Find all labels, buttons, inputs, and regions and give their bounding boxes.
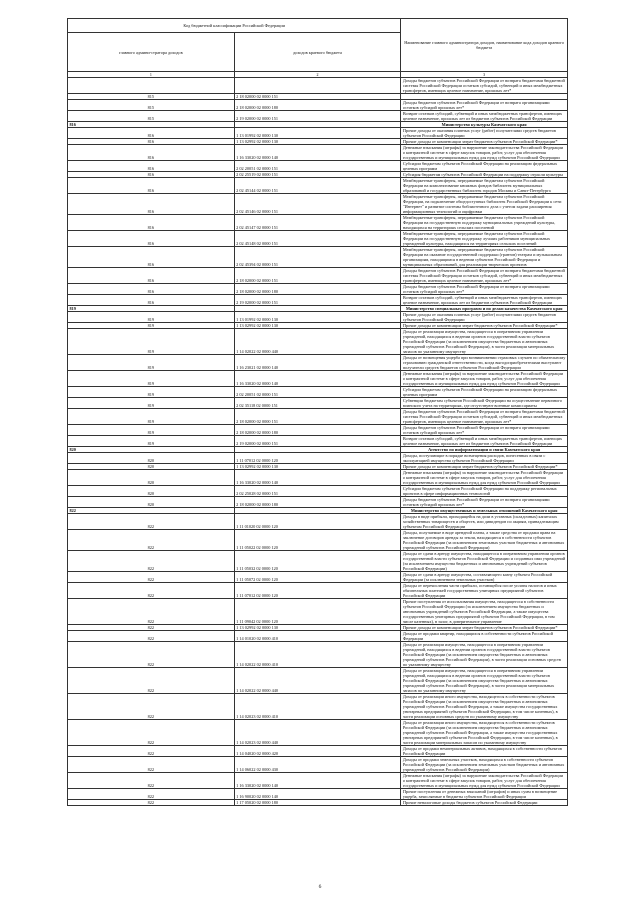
- admin-code-cell: 816: [68, 145, 235, 161]
- description-cell: Доходы бюджетов субъектов Российской Федерации от возврата бюджетами бюджетной системы Российской Федерации остатков субсидий, субвенций и иных межбюджетных трансфертов, имеющих целевое назначение, прошлых лет*: [401, 78, 568, 94]
- table-row: [68, 668, 568, 694]
- admin-code-cell: 820: [68, 453, 235, 464]
- description-cell: Министерство специальных программ и по делам казачества Камчатского края: [401, 306, 568, 312]
- admin-code-cell: 822: [68, 599, 235, 625]
- revenue-code-cell: 1 16 90020 02 0000 140: [234, 789, 401, 800]
- revenue-code-cell: 1 14 04020 02 0000 420: [234, 746, 401, 757]
- table-row: [68, 773, 568, 789]
- revenue-code-cell: 1 11 07012 02 0000 120: [234, 453, 401, 464]
- description-cell: Доходы, получаемые в виде арендной платы, а также средства от продажи права на заключение договоров аренды за земли, находящиеся в собственности субъектов Российской Федерации (за исключением земельных участков бюджетных и автономных учреждений субъектов Российской Федерации): [401, 530, 568, 551]
- revenue-code-cell: 1 16 23021 02 0000 140: [234, 355, 401, 371]
- admin-code-cell: 822: [68, 642, 235, 668]
- admin-code-cell: 816: [68, 139, 235, 145]
- description-cell: Прочие доходы от компенсации затрат бюджетов субъектов Российской Федерации*: [401, 464, 568, 470]
- admin-code-cell: 819: [68, 387, 235, 398]
- header-col3-title: Наименование главного администратора доходов, наименование кода доходов краевого бюджета: [401, 19, 568, 72]
- description-cell: Доходы от продажи земельных участков, находящихся в собственности субъектов Российской Федерации (за исключением земельных участков бюджетных и автономных учреждений субъектов Российской Федерации): [401, 757, 568, 773]
- revenue-code-cell: 2 19 02000 02 0000 151: [234, 295, 401, 306]
- admin-code-cell: 822: [68, 508, 235, 514]
- description-cell: Денежные взыскания (штрафы) за нарушение законодательства Российской Федерации о контрактной системе в сфере закупок товаров, работ, услуг для обеспечения государственных и муниципальных нужд для нужд субъектов Российской Федерации: [401, 371, 568, 387]
- revenue-code-cell: 2 18 02000 02 0000 151: [234, 94, 401, 100]
- table-row: [68, 398, 568, 409]
- admin-code-cell: 822: [68, 572, 235, 583]
- table-row: [68, 295, 568, 306]
- document-page: [67, 18, 568, 806]
- revenue-code-cell: 1 16 33020 02 0000 140: [234, 773, 401, 789]
- admin-code-cell: 819: [68, 436, 235, 447]
- table-row: [68, 329, 568, 355]
- admin-code-cell: [68, 78, 235, 94]
- revenue-codes-table: [67, 18, 568, 806]
- description-cell: Денежные взыскания (штрафы) за нарушение законодательства Российской Федерации о контрактной системе в сфере закупок товаров, работ, услуг для обеспечения государственных и муниципальных нужд для нужд субъектов Российской Федерации: [401, 773, 568, 789]
- table-row: [68, 436, 568, 447]
- revenue-code-cell: 1 17 05020 02 0000 180: [234, 800, 401, 806]
- table-row: [68, 387, 568, 398]
- table-row: [68, 800, 568, 806]
- column-index-2: 2: [234, 72, 401, 78]
- revenue-code-cell: 2 19 02000 02 0000 151: [234, 436, 401, 447]
- admin-code-cell: 816: [68, 161, 235, 172]
- description-cell: Прочие поступления от использования имущества, находящегося в собственности субъектов Российской Федерации (за исключением имущества бюджетных и автономных учреждений субъектов Российской Федерации, а также имущества государственных унитарных предприятий субъектов Российской Федерации, в том числе казенных), в залог, в доверительное управление: [401, 599, 568, 625]
- revenue-code-cell: 1 13 01992 02 0000 130: [234, 128, 401, 139]
- admin-code-cell: 816: [68, 178, 235, 194]
- revenue-code-cell: 2 19 02000 02 0000 151: [234, 111, 401, 122]
- table-row: [68, 583, 568, 599]
- description-cell: Прочие поступления от денежных взысканий (штрафов) и иных сумм в возмещение ущерба, зачисляемые в бюджеты субъектов Российской Федерации: [401, 789, 568, 800]
- table-row: [68, 111, 568, 122]
- table-row: [68, 215, 568, 231]
- revenue-code-cell: 1 16 33020 02 0000 140: [234, 371, 401, 387]
- admin-code-cell: 816: [68, 122, 235, 128]
- table-row: [68, 486, 568, 497]
- column-index-1: 1: [68, 72, 235, 78]
- table-row: [68, 409, 568, 425]
- revenue-code-cell: 1 13 02992 02 0000 130: [234, 464, 401, 470]
- revenue-code-cell: 1 11 01020 02 0000 120: [234, 514, 401, 530]
- description-cell: Министерство культуры Камчатского края: [401, 122, 568, 128]
- description-cell: Доходы бюджетов субъектов Российской Федерации от возврата бюджетами бюджетной системы Российской Федерации остатков субсидий, субвенций и иных межбюджетных трансфертов, имеющих целевое назначение, прошлых лет*: [401, 409, 568, 425]
- revenue-code-cell: 1 11 05072 02 0000 120: [234, 572, 401, 583]
- header-col2-title: доходов краевого бюджета: [234, 33, 401, 72]
- description-cell: Доходы от сдачи в аренду имущества, находящегося в оперативном управлении органов государственной власти субъектов Российской Федерации и созданных ими учреждений (за исключением имущества бюджетных и автономных учреждений субъектов Российской Федерации): [401, 551, 568, 572]
- description-cell: Межбюджетные трансферты, передаваемые бюджетам субъектов Российской Федерации на комплектование книжных фондов библиотек муниципальных образований и государственных библиотек городов Москвы и Санкт-Петербурга: [401, 178, 568, 194]
- table-row: [68, 757, 568, 773]
- admin-code-cell: 820: [68, 486, 235, 497]
- description-cell: Прочие доходы от компенсации затрат бюджетов субъектов Российской Федерации*: [401, 139, 568, 145]
- admin-code-cell: 819: [68, 355, 235, 371]
- description-cell: Субсидии бюджетам субъектов Российской Федерации на реализацию федеральных целевых программ: [401, 161, 568, 172]
- revenue-code-cell: 2 02 25519 02 0000 151: [234, 172, 401, 178]
- description-cell: Доходы от реализации имущества, находящегося в оперативном управлении учреждений, находящихся в ведении органов государственной власти субъектов Российской Федерации (за исключением имущества бюджетных и автономных учреждений субъектов Российской Федерации), в части реализации основных средств по указанному имуществу: [401, 642, 568, 668]
- table-row: [68, 231, 568, 247]
- admin-code-cell: 822: [68, 789, 235, 800]
- table-row: [68, 551, 568, 572]
- page-number: 6: [318, 884, 322, 890]
- admin-code-cell: 822: [68, 800, 235, 806]
- admin-code-cell: 820: [68, 470, 235, 486]
- revenue-code-cell: 2 18 02000 02 0000 180: [234, 100, 401, 111]
- table-row: [68, 514, 568, 530]
- revenue-code-cell: 2 18 02000 02 0000 180: [234, 497, 401, 508]
- header-col1-title: главного админи-стратора доходов: [68, 33, 235, 72]
- revenue-code-cell: 2 02 45148 02 0000 151: [234, 231, 401, 247]
- description-cell: Межбюджетные трансферты, передаваемые бюджетам субъектов Российской Федерации, на подключение общедоступных библиотек Российской Федерации к сети "Интернет" и развитие системы библиотечного дела с учетом задачи расширения информационных технологий и оцифровки: [401, 194, 568, 215]
- table-row: [68, 371, 568, 387]
- revenue-code-cell: 1 13 01992 02 0000 130: [234, 312, 401, 323]
- description-cell: Доходы от сдачи в аренду имущества, составляющего казну субъекта Российской Федерации (за исключением земельных участков): [401, 572, 568, 583]
- description-cell: Прочие неналоговые доходы бюджетов субъектов Российской Федерации: [401, 800, 568, 806]
- admin-code-cell: 816: [68, 268, 235, 284]
- revenue-code-cell: 1 11 05022 02 0000 120: [234, 530, 401, 551]
- admin-code-cell: 822: [68, 694, 235, 720]
- admin-code-cell: 822: [68, 631, 235, 642]
- table-row: [68, 694, 568, 720]
- table-row: [68, 642, 568, 668]
- description-cell: Денежные взыскания (штрафы) за нарушение законодательства Российской Федерации о контрактной системе в сфере закупок товаров, работ, услуг для обеспечения государственных и муниципальных нужд для нужд субъектов Российской Федерации: [401, 470, 568, 486]
- admin-code-cell: 816: [68, 172, 235, 178]
- table-row: [68, 178, 568, 194]
- revenue-code-cell: 2 02 45147 02 0000 151: [234, 215, 401, 231]
- revenue-code-cell: 1 14 02023 02 0000 440: [234, 720, 401, 746]
- admin-code-cell: 816: [68, 295, 235, 306]
- revenue-code-cell: 2 18 02000 02 0000 180: [234, 425, 401, 436]
- admin-code-cell: 815: [68, 94, 235, 100]
- admin-code-cell: 819: [68, 371, 235, 387]
- revenue-code-cell: 1 11 05032 02 0000 120: [234, 551, 401, 572]
- admin-code-cell: 816: [68, 215, 235, 231]
- admin-code-cell: 822: [68, 773, 235, 789]
- table-row: [68, 453, 568, 464]
- revenue-code-cell: 2 18 02000 02 0000 151: [234, 409, 401, 425]
- table-row: [68, 78, 568, 94]
- revenue-code-cell: 1 14 06022 02 0000 430: [234, 757, 401, 773]
- table-row: [68, 355, 568, 371]
- admin-code-cell: 822: [68, 514, 235, 530]
- admin-code-cell: 822: [68, 530, 235, 551]
- description-cell: Доходы от продажи квартир, находящихся в собственности субъектов Российской Федерации: [401, 631, 568, 642]
- admin-code-cell: 822: [68, 668, 235, 694]
- admin-code-cell: 822: [68, 625, 235, 631]
- revenue-code-cell: 1 16 33020 02 0000 140: [234, 145, 401, 161]
- revenue-code-cell: 1 14 02022 02 0000 440: [234, 668, 401, 694]
- table-row: [68, 599, 568, 625]
- description-cell: Межбюджетные трансферты, передаваемые бюджетам субъектов Российской Федерации на государственную поддержку муниципальных учреждений культуры, находящихся на территориях сельских поселений: [401, 215, 568, 231]
- revenue-code-cell: 2 02 20051 02 0000 151: [234, 161, 401, 172]
- admin-code-cell: 819: [68, 312, 235, 323]
- admin-code-cell: 820: [68, 497, 235, 508]
- admin-code-cell: 819: [68, 398, 235, 409]
- revenue-code-cell: 2 02 35118 02 0000 151: [234, 398, 401, 409]
- description-cell: Доходы от перечисления части прибыли, остающейся после уплаты налогов и иных обязательных платежей государственных унитарных предприятий субъектов Российской Федерации: [401, 583, 568, 599]
- description-cell: Агентство по информатизации и связи Камчатского края: [401, 447, 568, 453]
- description-cell: Доходы от реализации имущества, находящегося в оперативном управлении учреждений, находящихся в ведении органов государственной власти субъектов Российской Федерации (за исключением имущества бюджетных и автономных учреждений субъектов Российской Федерации), в части реализации материальных запасов по указанному имуществу: [401, 329, 568, 355]
- description-cell: Доходы, поступающие в порядке возмещения расходов, понесенных в связи с эксплуатацией имущества субъектов Российской Федерации: [401, 453, 568, 464]
- description-cell: Субвенции бюджетам субъектов Российской Федерации на осуществление первичного воинского учета на территориях, где отсутствуют военные комиссариаты: [401, 398, 568, 409]
- admin-code-cell: 822: [68, 746, 235, 757]
- description-cell: Прочие доходы от компенсации затрат бюджетов субъектов Российской Федерации*: [401, 323, 568, 329]
- table-row: [68, 470, 568, 486]
- admin-code-cell: 819: [68, 425, 235, 436]
- admin-code-cell: 822: [68, 551, 235, 572]
- description-cell: Доходы от реализации иного имущества, находящегося в собственности субъектов Российской Федерации (за исключением имущества бюджетных и автономных учреждений субъектов Российской Федерации, а также имущества государственных унитарных предприятий субъектов Российской Федерации, в том числе казенных), в части реализации материальных запасов по указанному имуществу: [401, 720, 568, 746]
- description-cell: Доходы от возмещения ущерба при возникновении страховых случаев по обязательному страхованию гражданской ответственности, когда выгодоприобретателями выступают получатели средств бюджетов субъектов Российской Федерации: [401, 355, 568, 371]
- table-row: [68, 284, 568, 295]
- revenue-code-cell: 1 14 02023 02 0000 410: [234, 694, 401, 720]
- table-row: [68, 100, 568, 111]
- description-cell: Межбюджетные трансферты, передаваемые бюджетам субъектов Российской Федерации на оказание государственной поддержки (грантов) театрам и музыкальным организациям, находящимся в ведении субъектов Российской Федерации и муниципальных образований, для реализации творческих проектов: [401, 247, 568, 268]
- description-cell: Доходы бюджетов субъектов Российской Федерации от возврата бюджетами бюджетной системы Российской Федерации остатков субсидий, субвенций и иных межбюджетных трансфертов, имеющих целевое назначение, прошлых лет*: [401, 268, 568, 284]
- description-cell: Возврат остатков субсидий, субвенций и иных межбюджетных трансфертов, имеющих целевое назначение, прошлых лет из бюджетов субъектов Российской Федерации: [401, 436, 568, 447]
- description-cell: Министерство имущественных и земельных отношений Камчатского края: [401, 508, 568, 514]
- revenue-code-cell: 2 02 20051 02 0000 151: [234, 387, 401, 398]
- revenue-code-cell: 1 13 02992 02 0000 130: [234, 625, 401, 631]
- description-cell: Доходы от реализации имущества, находящегося в оперативном управлении учреждений, находящихся в ведении органов государственной власти субъектов Российской Федерации (за исключением имущества бюджетных и автономных учреждений субъектов Российской Федерации), в части реализации материальных запасов по указанному имуществу: [401, 668, 568, 694]
- table-row: [68, 789, 568, 800]
- admin-code-cell: 816: [68, 194, 235, 215]
- description-cell: Возврат остатков субсидий, субвенций и иных межбюджетных трансфертов, имеющих целевое назначение, прошлых лет из бюджетов субъектов Российской Федерации: [401, 111, 568, 122]
- description-cell: Доходы бюджетов субъектов Российской Федерации от возврата организациями остатков субсидий прошлых лет*: [401, 497, 568, 508]
- table-row: [68, 268, 568, 284]
- table-row: [68, 425, 568, 436]
- description-cell: Доходы в виде прибыли, приходящейся на доли в уставных (складочных) капиталах хозяйственных товариществ и обществ, или дивидендов по акциям, принадлежащим субъектам Российской Федерации: [401, 514, 568, 530]
- description-cell: Субсидия бюджетам субъектов Российской Федерации на поддержку отрасли культуры: [401, 172, 568, 178]
- table-row: [68, 720, 568, 746]
- admin-code-cell: 819: [68, 409, 235, 425]
- admin-code-cell: 815: [68, 111, 235, 122]
- admin-code-cell: 819: [68, 306, 235, 312]
- admin-code-cell: 820: [68, 464, 235, 470]
- admin-code-cell: 820: [68, 447, 235, 453]
- revenue-code-cell: 1 13 02992 02 0000 130: [234, 139, 401, 145]
- description-cell: Доходы от продажи нематериальных активов, находящихся в собственности субъектов Российской Федерации: [401, 746, 568, 757]
- table-row: [68, 572, 568, 583]
- table-row: [68, 161, 568, 172]
- admin-code-cell: 816: [68, 247, 235, 268]
- table-row: [68, 194, 568, 215]
- description-cell: Возврат остатков субсидий, субвенций и иных межбюджетных трансфертов, имеющих целевое назначение, прошлых лет из бюджетов субъектов Российской Федерации: [401, 295, 568, 306]
- table-row: [68, 312, 568, 323]
- table-row: [68, 497, 568, 508]
- description-cell: Прочие доходы от оказания платных услуг (работ) получателями средств бюджетов субъектов Российской Федерации: [401, 128, 568, 139]
- description-cell: Доходы бюджетов субъектов Российской Федерации от возврата организациями остатков субсидий прошлых лет*: [401, 100, 568, 111]
- header-group-title: Код бюджетной классификации Российской Федерации: [68, 19, 401, 33]
- revenue-code-cell: 1 13 02992 02 0000 130: [234, 323, 401, 329]
- description-cell: Доходы бюджетов субъектов Российской Федерации от возврата организациями остатков субсидий прошлых лет*: [401, 284, 568, 295]
- table-row: [68, 247, 568, 268]
- revenue-code-cell: 1 16 33020 02 0000 140: [234, 470, 401, 486]
- revenue-code-cell: 1 11 09042 02 0000 120: [234, 599, 401, 625]
- revenue-code-cell: [234, 78, 401, 94]
- admin-code-cell: 816: [68, 231, 235, 247]
- admin-code-cell: 819: [68, 323, 235, 329]
- description-cell: Субсидии бюджетам субъектов Российской Федерации на поддержку региональных проектов в сфере информационных технологий: [401, 486, 568, 497]
- description-cell: Субсидии бюджетам субъектов Российской Федерации на реализацию федеральных целевых программ: [401, 387, 568, 398]
- admin-code-cell: 815: [68, 100, 235, 111]
- table-row: [68, 145, 568, 161]
- revenue-code-cell: 1 14 01020 02 0000 410: [234, 631, 401, 642]
- description-cell: Денежные взыскания (штрафы) за нарушение законодательства Российской Федерации о контрактной системе в сфере закупок товаров, работ, услуг для обеспечения государственных и муниципальных нужд для нужд субъектов Российской Федерации: [401, 145, 568, 161]
- column-index-3: 3: [401, 72, 568, 78]
- table-row: [68, 128, 568, 139]
- admin-code-cell: 822: [68, 757, 235, 773]
- revenue-code-cell: 1 11 07012 02 0000 120: [234, 583, 401, 599]
- description-cell: Прочие доходы от оказания платных услуг (работ) получателями средств бюджетов субъектов Российской Федерации: [401, 312, 568, 323]
- admin-code-cell: 822: [68, 583, 235, 599]
- description-cell: Доходы от реализации иного имущества, находящегося в собственности субъектов Российской Федерации (за исключением имущества бюджетных и автономных учреждений субъектов Российской Федерации, а также имущества государственных унитарных предприятий субъектов Российской Федерации, в том числе казенных), в части реализации основных средств по указанному имуществу: [401, 694, 568, 720]
- admin-code-cell: 822: [68, 720, 235, 746]
- admin-code-cell: 816: [68, 128, 235, 139]
- table-row: [68, 530, 568, 551]
- description-cell: Прочие доходы от компенсации затрат бюджетов субъектов Российской Федерации*: [401, 625, 568, 631]
- revenue-code-cell: 2 02 45146 02 0000 151: [234, 194, 401, 215]
- revenue-code-cell: 2 18 02000 02 0000 151: [234, 268, 401, 284]
- revenue-code-cell: 1 14 02022 02 0000 440: [234, 329, 401, 355]
- admin-code-cell: 816: [68, 284, 235, 295]
- table-header-row: [68, 19, 568, 33]
- table-row: [68, 746, 568, 757]
- revenue-code-cell: 2 02 45394 02 0000 151: [234, 247, 401, 268]
- revenue-code-cell: 2 02 45144 02 0000 151: [234, 178, 401, 194]
- revenue-code-cell: 2 02 25028 02 0000 151: [234, 486, 401, 497]
- table-row: [68, 631, 568, 642]
- revenue-code-cell: 1 14 02022 02 0000 410: [234, 642, 401, 668]
- description-cell: Доходы бюджетов субъектов Российской Федерации от возврата организациями остатков субсидий прошлых лет*: [401, 425, 568, 436]
- description-cell: Межбюджетные трансферты, передаваемые бюджетам субъектов Российской Федерации на государственную поддержку лучших работников муниципальных учреждений культуры, находящихся на территориях сельских поселений: [401, 231, 568, 247]
- admin-code-cell: 819: [68, 329, 235, 355]
- revenue-code-cell: 2 18 02000 02 0000 180: [234, 284, 401, 295]
